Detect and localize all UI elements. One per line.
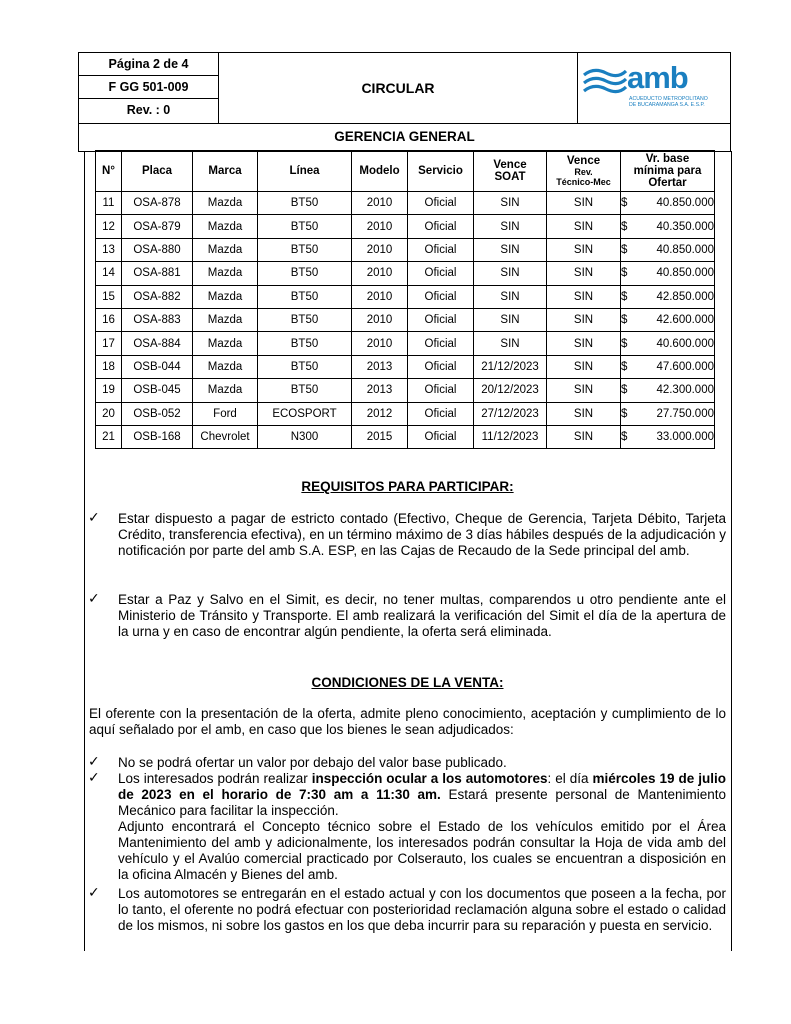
cell-modelo: 2013 [352, 379, 408, 402]
requisitos-title: REQUISITOS PARA PARTICIPAR: [301, 479, 514, 494]
amount: 40.850.000 [656, 267, 714, 280]
cell-linea: BT50 [258, 262, 352, 285]
cell-vence-rev: SIN [547, 238, 621, 261]
currency-symbol: $ [621, 197, 628, 210]
cell-linea: BT50 [258, 308, 352, 331]
cell-modelo: 2010 [352, 262, 408, 285]
condicion-2-text-d: Adjunto encontrará el Concepto técnico sobre el Estado de los vehículos emitido por el Área Mantenimiento del amb y adicionalmente, los interesados podrán consultar la Hoja de vida amb del vehículo y el Avalúo comercial practicado por Colserauto, los cuales se encuentran a disposición en la oficina Almacén y Bienes del amb. [118, 819, 726, 882]
cell-linea: BT50 [258, 215, 352, 238]
cell-modelo: 2010 [352, 238, 408, 261]
cell-placa: OSB-045 [122, 379, 193, 402]
amount: 47.600.000 [656, 360, 714, 373]
table-row [96, 308, 715, 331]
cell-vence-rev: SIN [547, 425, 621, 448]
amount: 27.750.000 [656, 407, 714, 420]
condicion-2-text-c: Estará presente personal de Mantenimiento Mecánico para facilitar la inspección. [118, 787, 726, 818]
cell-marca: Mazda [193, 238, 258, 261]
condiciones-intro: El oferente con la presentación de la oferta, admite pleno conocimiento, aceptación y cumplimiento de lo aquí señalado por el amb, en caso que los bienes le sean adjudicados: [89, 706, 726, 737]
col-marca: Marca [193, 151, 258, 192]
amount: 40.600.000 [656, 337, 714, 350]
amount: 42.850.000 [656, 290, 714, 303]
table-row [96, 285, 715, 308]
check-icon: ✓ [88, 884, 100, 900]
currency-symbol: $ [621, 220, 628, 233]
currency-symbol: $ [621, 314, 628, 327]
cell-vence-soat: 11/12/2023 [474, 425, 547, 448]
cell-linea: BT50 [258, 285, 352, 308]
cell-n: 16 [96, 308, 122, 331]
table-header-row [96, 151, 715, 192]
table-row [96, 332, 715, 355]
check-icon: ✓ [88, 769, 100, 785]
cell-n: 21 [96, 425, 122, 448]
table-body [96, 192, 715, 449]
cell-marca: Mazda [193, 379, 258, 402]
cell-placa: OSA-883 [122, 308, 193, 331]
cell-modelo: 2010 [352, 308, 408, 331]
cell-placa: OSB-052 [122, 402, 193, 425]
col-rev-line1: Vence [566, 155, 601, 167]
cell-servicio: Oficial [408, 215, 474, 238]
condicion-2-bold-b: miércoles 19 de julio de 2023 en el horario de 7:30 am a 11:30 am. [118, 771, 726, 802]
cell-vence-rev: SIN [547, 285, 621, 308]
currency-symbol: $ [621, 384, 628, 397]
col-soat-line1: Vence [493, 159, 527, 171]
col-modelo: Modelo [352, 151, 408, 192]
cell-marca: Mazda [193, 355, 258, 378]
cell-placa: OSB-044 [122, 355, 193, 378]
document-header [78, 52, 731, 124]
currency-symbol: $ [621, 290, 628, 303]
cell-servicio: Oficial [408, 332, 474, 355]
currency-symbol: $ [621, 243, 628, 256]
condicion-1: No se podrá ofertar un valor por debajo del valor base publicado. [118, 755, 507, 770]
cell-modelo: 2015 [352, 425, 408, 448]
condicion-2-bold-a: inspección ocular a los automotores [311, 771, 548, 786]
check-icon: ✓ [88, 753, 100, 769]
cell-vence-soat: SIN [474, 308, 547, 331]
cell-vence-soat: SIN [474, 215, 547, 238]
cell-n: 13 [96, 238, 122, 261]
cell-vence-soat: 27/12/2023 [474, 402, 547, 425]
cell-n: 14 [96, 262, 122, 285]
amb-logo [578, 53, 730, 123]
cell-placa: OSA-880 [122, 238, 193, 261]
cell-servicio: Oficial [408, 402, 474, 425]
cell-servicio: Oficial [408, 238, 474, 261]
table-row [96, 238, 715, 261]
cell-marca: Mazda [193, 332, 258, 355]
cell-linea: N300 [258, 425, 352, 448]
condicion-2 [118, 771, 726, 883]
col-rev-line3: Técnico-Mec [556, 177, 611, 187]
cell-valor-base [621, 355, 715, 378]
cell-modelo: 2010 [352, 215, 408, 238]
logo-wordmark: amb [627, 60, 688, 95]
amount: 40.850.000 [656, 243, 714, 256]
cell-servicio: Oficial [408, 192, 474, 215]
cell-modelo: 2012 [352, 402, 408, 425]
cell-placa: OSB-168 [122, 425, 193, 448]
revision: Rev. : 0 [126, 103, 171, 117]
cell-vence-rev: SIN [547, 332, 621, 355]
cell-servicio: Oficial [408, 425, 474, 448]
cell-marca: Mazda [193, 308, 258, 331]
cell-vence-soat: SIN [474, 192, 547, 215]
cell-placa: OSA-878 [122, 192, 193, 215]
col-placa: Placa [122, 151, 193, 192]
cell-n: 20 [96, 402, 122, 425]
check-icon: ✓ [88, 509, 100, 525]
cell-linea: BT50 [258, 332, 352, 355]
cell-vence-rev: SIN [547, 192, 621, 215]
cell-n: 12 [96, 215, 122, 238]
document-title: CIRCULAR [219, 53, 578, 123]
cell-servicio: Oficial [408, 262, 474, 285]
currency-symbol: $ [621, 337, 628, 350]
cell-n: 18 [96, 355, 122, 378]
logo-subtitle-line1: ACUEDUCTO METROPOLITANO [629, 96, 708, 102]
cell-placa: OSA-882 [122, 285, 193, 308]
table-row [96, 402, 715, 425]
cell-valor-base [621, 215, 715, 238]
cell-valor-base [621, 308, 715, 331]
logo-subtitle [629, 96, 708, 108]
cell-modelo: 2010 [352, 332, 408, 355]
cell-linea: BT50 [258, 355, 352, 378]
condicion-2-text-a: Los interesados podrán realizar [118, 771, 312, 786]
cell-vence-rev: SIN [547, 355, 621, 378]
cell-marca: Mazda [193, 215, 258, 238]
page-frame-right [731, 151, 732, 951]
cell-modelo: 2010 [352, 192, 408, 215]
currency-symbol: $ [621, 360, 628, 373]
table-row [96, 425, 715, 448]
cell-vence-rev: SIN [547, 308, 621, 331]
table-row [96, 192, 715, 215]
cell-n: 15 [96, 285, 122, 308]
cell-servicio: Oficial [408, 355, 474, 378]
cell-vence-rev: SIN [547, 262, 621, 285]
currency-symbol: $ [621, 431, 628, 444]
col-rev-line2: Rev. [574, 167, 593, 177]
page-frame-left [84, 151, 85, 951]
cell-n: 19 [96, 379, 122, 402]
currency-symbol: $ [621, 267, 628, 280]
cell-vence-rev: SIN [547, 402, 621, 425]
cell-linea: BT50 [258, 379, 352, 402]
requisito-2: Estar a Paz y Salvo en el Simit, es decir, no tener multas, comparendos u otro pendiente ante el Ministerio de Tránsito y Transporte. El amb realizará la verificación del Simit el día de la apertura de la urna y en caso de encontrar algún pendiente, la oferta será eliminada. [118, 592, 726, 639]
amount: 40.350.000 [656, 220, 714, 233]
page-number: Página 2 de 4 [79, 53, 218, 76]
col-n: N° [96, 151, 122, 192]
cell-valor-base [621, 332, 715, 355]
cell-vence-rev: SIN [547, 215, 621, 238]
cell-servicio: Oficial [408, 379, 474, 402]
cell-servicio: Oficial [408, 308, 474, 331]
cell-marca: Mazda [193, 285, 258, 308]
col-vr-line2: mínima para [633, 165, 702, 177]
amount: 40.850.000 [656, 197, 714, 210]
cell-valor-base [621, 192, 715, 215]
cell-marca: Ford [193, 402, 258, 425]
cell-valor-base [621, 402, 715, 425]
document-code: F GG 501-009 [79, 76, 218, 99]
cell-placa: OSA-884 [122, 332, 193, 355]
cell-vence-soat: 20/12/2023 [474, 379, 547, 402]
cell-vence-soat: SIN [474, 262, 547, 285]
cell-placa: OSA-881 [122, 262, 193, 285]
cell-vence-rev: SIN [547, 379, 621, 402]
document-control-cells [79, 53, 219, 123]
cell-linea: ECOSPORT [258, 402, 352, 425]
logo-subtitle-line2: DE BUCARAMANGA S.A. E.S.P. [629, 102, 705, 108]
amount: 42.600.000 [656, 314, 714, 327]
cell-linea: BT50 [258, 238, 352, 261]
table-row [96, 379, 715, 402]
requisito-1: Estar dispuesto a pagar de estricto contado (Efectivo, Cheque de Gerencia, Tarjeta Débito, Tarjeta Crédito, transferencia efectiva), en un término máximo de 3 días hábiles después de la adjudicación y notificación por parte del amb S.A. ESP, en las Cajas de Recaudo de la Sede principal del amb. [118, 511, 726, 558]
cell-valor-base [621, 262, 715, 285]
check-icon: ✓ [88, 590, 100, 606]
condicion-2-text-b: : el día [547, 771, 593, 786]
vehicle-table [95, 150, 715, 449]
cell-vence-soat: SIN [474, 238, 547, 261]
cell-linea: BT50 [258, 192, 352, 215]
col-vence-rev [547, 151, 621, 192]
cell-vence-soat: 21/12/2023 [474, 355, 547, 378]
col-vence-soat [474, 151, 547, 192]
cell-vence-soat: SIN [474, 332, 547, 355]
currency-symbol: $ [621, 407, 628, 420]
cell-n: 17 [96, 332, 122, 355]
col-vr-line3: Ofertar [648, 177, 687, 189]
cell-n: 11 [96, 192, 122, 215]
col-valor-base [621, 151, 715, 192]
department-banner: GERENCIA GENERAL [78, 123, 731, 152]
cell-valor-base [621, 379, 715, 402]
amount: 33.000.000 [656, 431, 714, 444]
col-soat-line2: SOAT [494, 171, 526, 183]
cell-servicio: Oficial [408, 285, 474, 308]
water-wave-icon [582, 65, 628, 99]
table-row [96, 355, 715, 378]
cell-marca: Mazda [193, 262, 258, 285]
col-servicio: Servicio [408, 151, 474, 192]
cell-vence-soat: SIN [474, 285, 547, 308]
table-row [96, 262, 715, 285]
cell-modelo: 2013 [352, 355, 408, 378]
table-row [96, 215, 715, 238]
condiciones-title: CONDICIONES DE LA VENTA: [311, 675, 504, 690]
cell-valor-base [621, 285, 715, 308]
amount: 42.300.000 [656, 384, 714, 397]
cell-modelo: 2010 [352, 285, 408, 308]
cell-placa: OSA-879 [122, 215, 193, 238]
col-linea: Línea [258, 151, 352, 192]
col-vr-line1: Vr. base [645, 153, 690, 165]
cell-marca: Chevrolet [193, 425, 258, 448]
cell-marca: Mazda [193, 192, 258, 215]
condicion-3: Los automotores se entregarán en el estado actual y con los documentos que poseen a la fecha, por lo tanto, el oferente no podrá efectuar con posterioridad reclamación alguna sobre el estado o calidad de los mismos, ni sobre los gastos en los que deba incurrir para su reparación y puesta en servicio. [118, 886, 726, 933]
cell-valor-base [621, 425, 715, 448]
cell-valor-base [621, 238, 715, 261]
